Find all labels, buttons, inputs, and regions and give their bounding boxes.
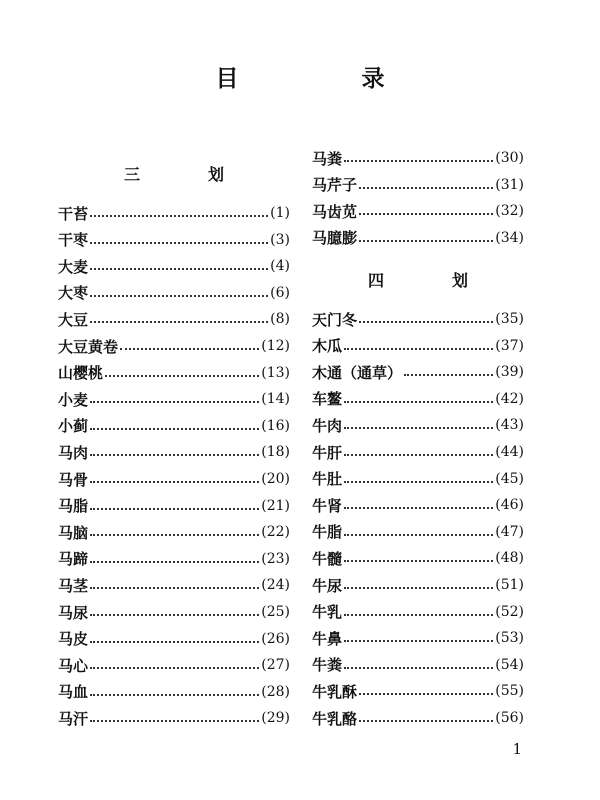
dot-leader [344, 534, 493, 536]
dot-leader [344, 160, 493, 162]
entry-page-number: (16) [261, 417, 290, 434]
toc-entry [312, 599, 524, 625]
toc-entry [312, 545, 524, 571]
entry-name: 马骨 [58, 470, 89, 489]
entry-name: 牛髓 [312, 549, 343, 568]
toc-entry [312, 306, 524, 332]
dot-leader [90, 587, 259, 589]
entry-page-number: (34) [495, 229, 524, 246]
entry-name: 大豆 [58, 310, 89, 329]
entry-name: 大麦 [58, 257, 89, 276]
entry-page-number: (3) [270, 231, 290, 248]
toc-entry [312, 412, 524, 438]
dot-leader [90, 720, 259, 722]
dot-leader [344, 587, 493, 589]
dot-leader [344, 348, 493, 350]
dot-leader [404, 374, 493, 376]
entry-page-number: (30) [495, 150, 524, 166]
entry-name: 牛尿 [312, 576, 343, 595]
entry-page-number: (39) [495, 364, 524, 381]
entry-name: 牛乳酪 [312, 709, 358, 728]
dot-leader [344, 481, 493, 483]
entry-name: 马尿 [58, 603, 89, 622]
entry-name: 马粪 [312, 149, 343, 168]
dot-leader [359, 187, 493, 189]
dot-leader [105, 375, 259, 377]
toc-entry [312, 466, 524, 492]
entry-name: 牛鼻 [312, 629, 343, 648]
dot-leader [90, 561, 259, 563]
entry-name: 马臆膨 [312, 229, 358, 248]
dot-leader [359, 240, 493, 242]
entry-page-number: (20) [261, 471, 290, 487]
entry-page-number: (12) [261, 338, 290, 354]
entry-name: 马汗 [58, 709, 89, 728]
entry-page-number: (51) [495, 577, 524, 593]
toc-entry [312, 625, 524, 651]
entry-name: 牛乳酥 [312, 682, 358, 701]
entry-page-number: (52) [495, 603, 524, 620]
toc-entry [58, 599, 290, 625]
toc-entry [58, 227, 290, 253]
page-title: 目 录 [215, 65, 435, 92]
toc-entry [58, 280, 290, 306]
entry-page-number: (24) [261, 577, 290, 594]
toc-entry [312, 439, 524, 465]
dot-leader [344, 614, 493, 616]
toc-entry [58, 386, 290, 412]
toc-entry [58, 253, 290, 279]
dot-leader [90, 481, 259, 483]
entry-name: 马心 [58, 656, 89, 675]
entry-page-number: (31) [495, 176, 524, 193]
entry-name: 大豆黄卷 [58, 337, 119, 356]
entry-name: 牛脂 [312, 523, 343, 542]
dot-leader [344, 560, 493, 562]
entry-name: 山樱桃 [58, 364, 104, 383]
entry-page-number: (46) [495, 497, 524, 514]
section-heading-four-strokes: 四 划 [367, 271, 494, 290]
toc-entry [58, 493, 290, 519]
entry-name: 大枣 [58, 284, 89, 303]
dot-leader [90, 454, 259, 456]
entry-page-number: (29) [261, 710, 290, 727]
entry-name: 马脂 [58, 497, 89, 516]
entry-name: 天门冬 [312, 310, 358, 329]
entry-page-number: (6) [270, 284, 290, 301]
entry-name: 牛粪 [312, 656, 343, 675]
entry-page-number: (13) [261, 364, 290, 381]
toc-entry [58, 306, 290, 332]
entry-name: 小麦 [58, 390, 89, 409]
toc-entry [58, 333, 290, 359]
dot-leader [359, 321, 493, 323]
dot-leader [90, 534, 259, 536]
entry-name: 牛肉 [312, 416, 343, 435]
toc-entry [58, 572, 290, 598]
entry-page-number: (37) [495, 337, 524, 354]
entry-page-number: (42) [495, 390, 524, 407]
toc-entry [58, 519, 290, 545]
toc-entry [58, 360, 290, 386]
toc-entry [312, 225, 524, 251]
entry-page-number: (28) [261, 683, 290, 700]
dot-leader [90, 508, 259, 510]
toc-entry [58, 200, 290, 226]
entry-page-number: (47) [495, 523, 524, 540]
toc-entry [58, 466, 290, 492]
toc-entry [58, 439, 290, 465]
toc-entry [312, 705, 524, 731]
dot-leader [359, 720, 493, 722]
entry-name: 牛乳 [312, 603, 343, 622]
dot-leader [90, 614, 259, 616]
entry-page-number: (14) [261, 391, 290, 408]
toc-entry [58, 652, 290, 678]
dot-leader [344, 427, 493, 429]
page-number: 1 [512, 740, 522, 758]
toc-entry [312, 572, 524, 598]
entry-name: 马肉 [58, 443, 89, 462]
entry-page-number: (48) [495, 550, 524, 567]
entry-name: 车鳌 [312, 390, 343, 409]
entry-page-number: (45) [495, 470, 524, 487]
entry-name: 马皮 [58, 630, 89, 649]
toc-entry [312, 333, 524, 359]
entry-page-number: (22) [261, 524, 290, 541]
entry-page-number: (26) [261, 630, 290, 647]
entry-page-number: (55) [495, 683, 524, 700]
entry-name: 牛肾 [312, 496, 343, 515]
entry-name: 马茎 [58, 576, 89, 595]
entry-page-number: (43) [495, 417, 524, 434]
dot-leader [90, 268, 268, 270]
dot-leader [344, 401, 493, 403]
entry-name: 马脑 [58, 523, 89, 542]
toc-entry [312, 678, 524, 704]
entry-page-number: (27) [261, 657, 290, 674]
dot-leader [344, 640, 493, 642]
dot-leader [359, 213, 493, 215]
dot-leader [344, 667, 493, 669]
entry-page-number: (4) [270, 258, 290, 275]
entry-page-number: (21) [261, 497, 290, 514]
dot-leader [359, 693, 493, 695]
toc-entry [58, 705, 290, 731]
toc-entry [312, 652, 524, 678]
toc-entry [312, 386, 524, 412]
toc-entry [312, 198, 524, 224]
dot-leader [90, 667, 259, 669]
dot-leader [90, 694, 259, 696]
dot-leader [90, 215, 268, 217]
toc-entry [312, 172, 524, 198]
entry-name: 干枣 [58, 231, 89, 250]
section-heading-three-strokes: 三 划 [123, 165, 250, 184]
entry-name: 牛肚 [312, 470, 343, 489]
toc-entry [58, 679, 290, 705]
entry-name: 牛肝 [312, 443, 343, 462]
dot-leader [344, 507, 493, 509]
entry-name: 小蓟 [58, 417, 89, 436]
entry-name: 木通（通草） [312, 363, 403, 382]
entry-page-number: (54) [495, 656, 524, 673]
entry-page-number: (1) [270, 205, 290, 221]
entry-name: 马齿苋 [312, 202, 358, 221]
entry-page-number: (35) [495, 311, 524, 327]
dot-leader [90, 401, 259, 403]
dot-leader [90, 242, 268, 244]
dot-leader [344, 454, 493, 456]
entry-name: 木瓜 [312, 337, 343, 356]
dot-leader [90, 295, 268, 297]
entry-page-number: (25) [261, 604, 290, 620]
dot-leader [90, 428, 259, 430]
toc-entry [312, 519, 524, 545]
entry-page-number: (18) [261, 444, 290, 461]
dot-leader [120, 348, 259, 350]
toc-entry [312, 492, 524, 518]
dot-leader [90, 641, 259, 643]
entry-page-number: (56) [495, 710, 524, 726]
toc-entry [58, 546, 290, 572]
toc-entry [58, 626, 290, 652]
entry-page-number: (32) [495, 203, 524, 220]
entry-page-number: (53) [495, 630, 524, 647]
toc-entry [58, 413, 290, 439]
entry-page-number: (8) [270, 311, 290, 328]
toc-entry [312, 359, 524, 385]
entry-name: 马芹子 [312, 176, 358, 195]
entry-name: 马蹄 [58, 550, 89, 569]
entry-name: 干苔 [58, 204, 89, 223]
entry-page-number: (44) [495, 444, 524, 460]
entry-name: 马血 [58, 683, 89, 702]
entry-page-number: (23) [261, 550, 290, 567]
toc-entry [312, 145, 524, 171]
dot-leader [90, 321, 268, 323]
